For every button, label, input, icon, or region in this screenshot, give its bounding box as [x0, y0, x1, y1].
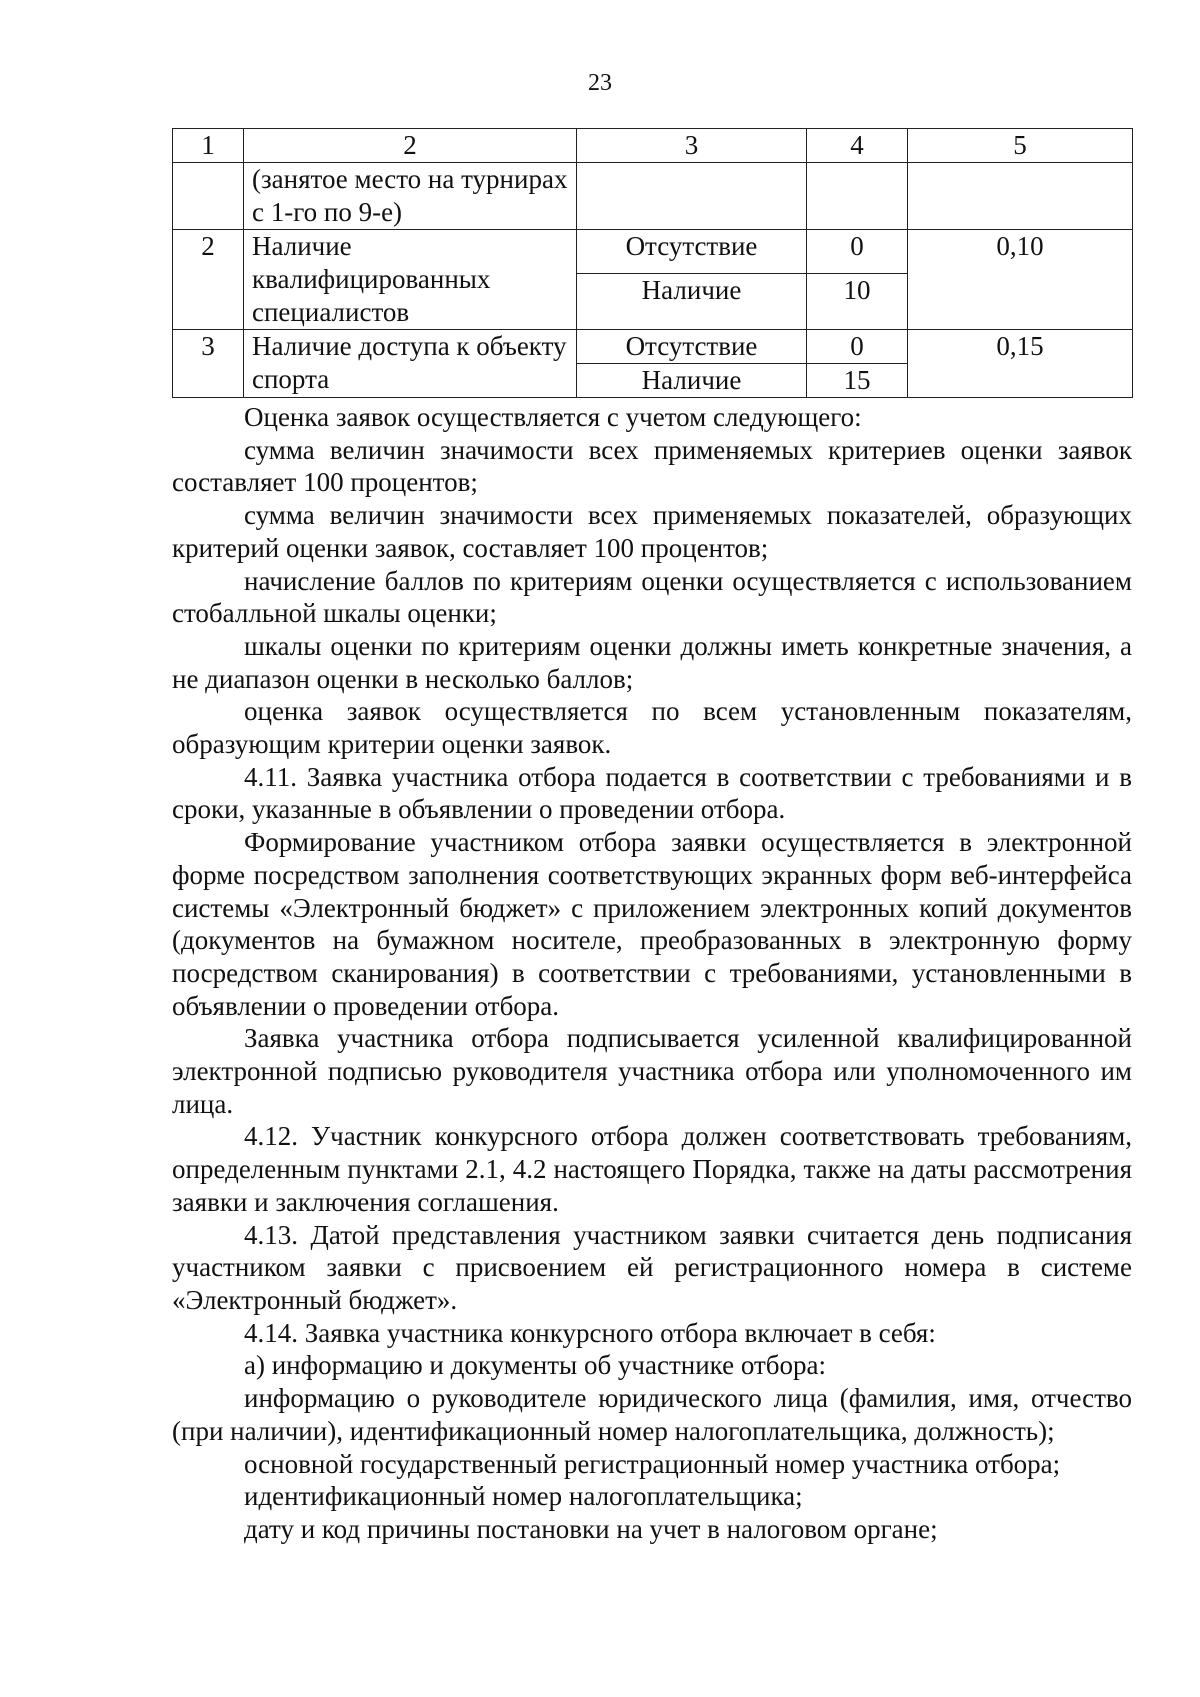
option-cell: Отсутствие [577, 230, 807, 274]
paragraph: сумма величин значимости всех применяемых показателей, образующих критерий оценки заявок, составляет 100 процентов; [172, 500, 1132, 563]
option-cell [577, 163, 807, 230]
paragraph: идентификационный номер налогоплательщика; [244, 1481, 803, 1512]
criteria-table [172, 128, 1133, 398]
weight-cell [908, 163, 1133, 230]
option-cell: Наличие [577, 274, 807, 330]
score-cell: 15 [807, 364, 908, 398]
criterion-cell: Наличие квалифицированных специалистов [244, 230, 577, 330]
option-cell: Отсутствие [577, 330, 807, 364]
score-cell: 0 [807, 230, 908, 274]
header-cell: 4 [807, 129, 908, 163]
paragraph: оценка заявок осуществляется по всем установленным показателям, образующим критерии оценки заявок. [172, 696, 1132, 760]
paragraph: 4.12. Участник конкурсного отбора должен соответствовать требованиям, определенным пунктами 2.1, 4.2 настоящего Порядка, также на даты рассмотрения заявки и заключения соглашения. [172, 1121, 1132, 1217]
weight-cell: 0,15 [908, 330, 1133, 398]
paragraph: Заявка участника отбора подписывается усиленной квалифицированной электронной подписью руководителя участника отбора или уполномоченного им лица. [172, 1023, 1132, 1119]
weight-cell: 0,10 [908, 230, 1133, 330]
header-cell: 2 [244, 129, 577, 163]
paragraph: Оценка заявок осуществляется с учетом следующего: [244, 402, 862, 432]
row-number-cell: 2 [173, 230, 244, 330]
paragraph: 4.13. Датой представления участником заявки считается день подписания участником заявки с присвоением ей регистрационного номера в системе «Электронный бюджет». [172, 1219, 1132, 1315]
score-cell: 0 [807, 330, 908, 364]
score-cell [807, 163, 908, 230]
paragraph: начисление баллов по критериям оценки осуществляется с использованием стобалльной шкалы оценки; [172, 565, 1132, 629]
header-cell: 3 [577, 129, 807, 163]
paragraph: а) информацию и документы об участнике отбора: [244, 1350, 827, 1381]
table-row [173, 230, 1133, 274]
criterion-cell: Наличие доступа к объекту спорта [244, 330, 577, 398]
criterion-cell: (занятое место на турнирах с 1-го по 9-е) [244, 163, 577, 230]
paragraph: сумма величин значимости всех применяемых критериев оценки заявок составляет 100 процентов; [172, 434, 1132, 498]
table-header-row [173, 129, 1133, 163]
document-body [172, 401, 1132, 1546]
page-number: 23 [588, 70, 612, 96]
row-number-cell: 3 [173, 330, 244, 398]
paragraph: 4.11. Заявка участника отбора подается в соответствии с требованиями и в сроки, указанные в объявлении о проведении отбора. [172, 761, 1132, 825]
table-row [173, 330, 1133, 364]
paragraph: 4.14. Заявка участника конкурсного отбора включает в себя: [244, 1317, 936, 1348]
paragraph: основной государственный регистрационный номер участника отбора; [244, 1448, 1061, 1479]
table-row [173, 163, 1133, 230]
option-cell: Наличие [577, 364, 807, 398]
score-cell: 10 [807, 274, 908, 330]
row-number-cell [173, 163, 244, 230]
paragraph: информацию о руководителе юридического лица (фамилия, имя, отчество (при наличии), идентификационный номер налогоплательщика, должность); [172, 1383, 1132, 1446]
paragraph: шкалы оценки по критериям оценки должны иметь конкретные значения, а не диапазон оценки в несколько баллов; [172, 630, 1132, 694]
header-cell: 5 [908, 129, 1133, 163]
header-cell: 1 [173, 129, 244, 163]
paragraph: Формирование участником отбора заявки осуществляется в электронной форме посредством заполнения соответствующих экранных форм веб-интерфейса системы «Электронный бюджет» с приложением электронных копий документов (документов на бумажном носителе, преобразованных в электронную форму посредством сканирования) в соответствии с требованиями, установленными в объявлении о проведении отбора. [172, 827, 1132, 1021]
paragraph: дату и код причины постановки на учет в налоговом органе; [244, 1513, 938, 1544]
